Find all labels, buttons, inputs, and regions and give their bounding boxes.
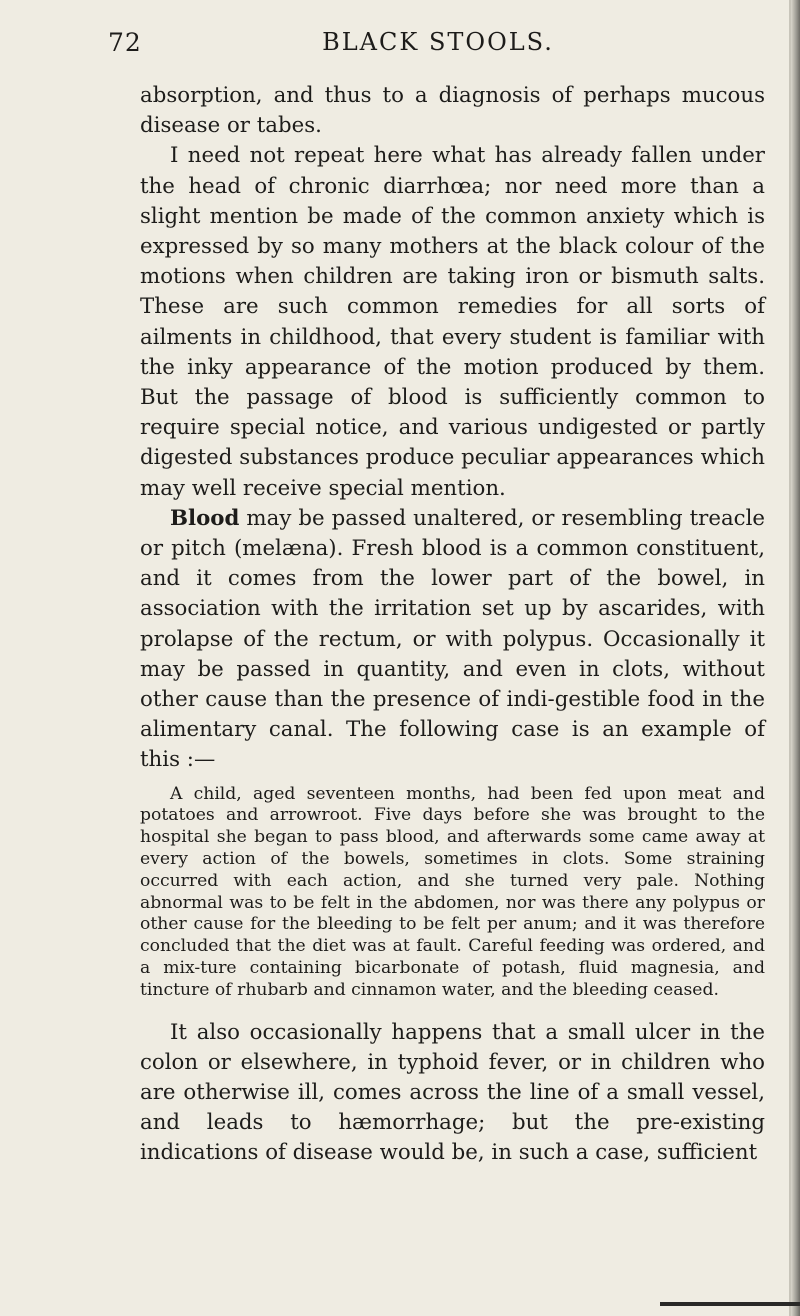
page-number: 72 (108, 28, 142, 57)
body-text (140, 81, 765, 1169)
paragraph-lead-word: Blood (170, 505, 240, 531)
paragraph-text: absorption, and thus to a diagnosis of perhaps mucous disease or tabes. (140, 83, 765, 139)
paragraph-continuation (140, 81, 765, 141)
running-head: BLACK STOOLS. (322, 28, 554, 56)
page-header (108, 28, 768, 58)
paragraph-black-colour (140, 141, 765, 503)
paragraph-blood (140, 504, 765, 776)
case-report: A child, aged seventeen months, had been fed upon meat and potatoes and arrowroot. Five days before she was brought to the hospital she began to pass blood, and afterwards some came away at every action of the bowels, sometimes in clots. Some straining occurred with each action, and she turned very pale. Nothing abnormal was to be felt in the abdomen, nor was there any polypus or other cause for the bleeding to be felt per anum; and it was therefore concluded that the diet was at fault. Careful feeding was ordered, and a mix-ture containing bicarbonate of potash, fluid magnesia, and tincture of rhubarb and cinnamon water, and the bleeding ceased. (140, 783, 765, 1000)
bottom-rule (660, 1302, 800, 1306)
page-edge-shadow (791, 0, 800, 1316)
paragraph-text: may be passed unaltered, or resembling treacle or pitch (melæna). Fresh blood is a common constituent, and it comes from the lower part of the bowel, in association with the irritation set up by ascarides, with prolapse of the rectum, or with polypus. Occasionally it may be passed in quantity, and even in clots, without other cause than the presence of indi-gestible food in the alimentary canal. The following case is an example of this :— (140, 505, 765, 773)
paragraph-closing: It also occasionally happens that a small ulcer in the colon or elsewhere, in typhoid fever, or in children who are otherwise ill, comes across the line of a small vessel, and leads to hæmorrhage; but the pre-existing indications of disease would be, in such a case, sufficient (140, 1019, 765, 1166)
paragraph-text: I need not repeat here what has already fallen under the head of chronic diarrhœa; nor need more than a slight mention be made of the common anxiety which is expressed by so many mothers at the black colour of the motions when children are taking iron or bismuth salts. These are such common remedies for all sorts of ailments in childhood, that every student is familiar with the inky appearance of the motion produced by them. But the passage of blood is sufficiently common to require special notice, and various undigested or partly digested substances produce peculiar appearances which may well receive special mention. (140, 143, 765, 501)
